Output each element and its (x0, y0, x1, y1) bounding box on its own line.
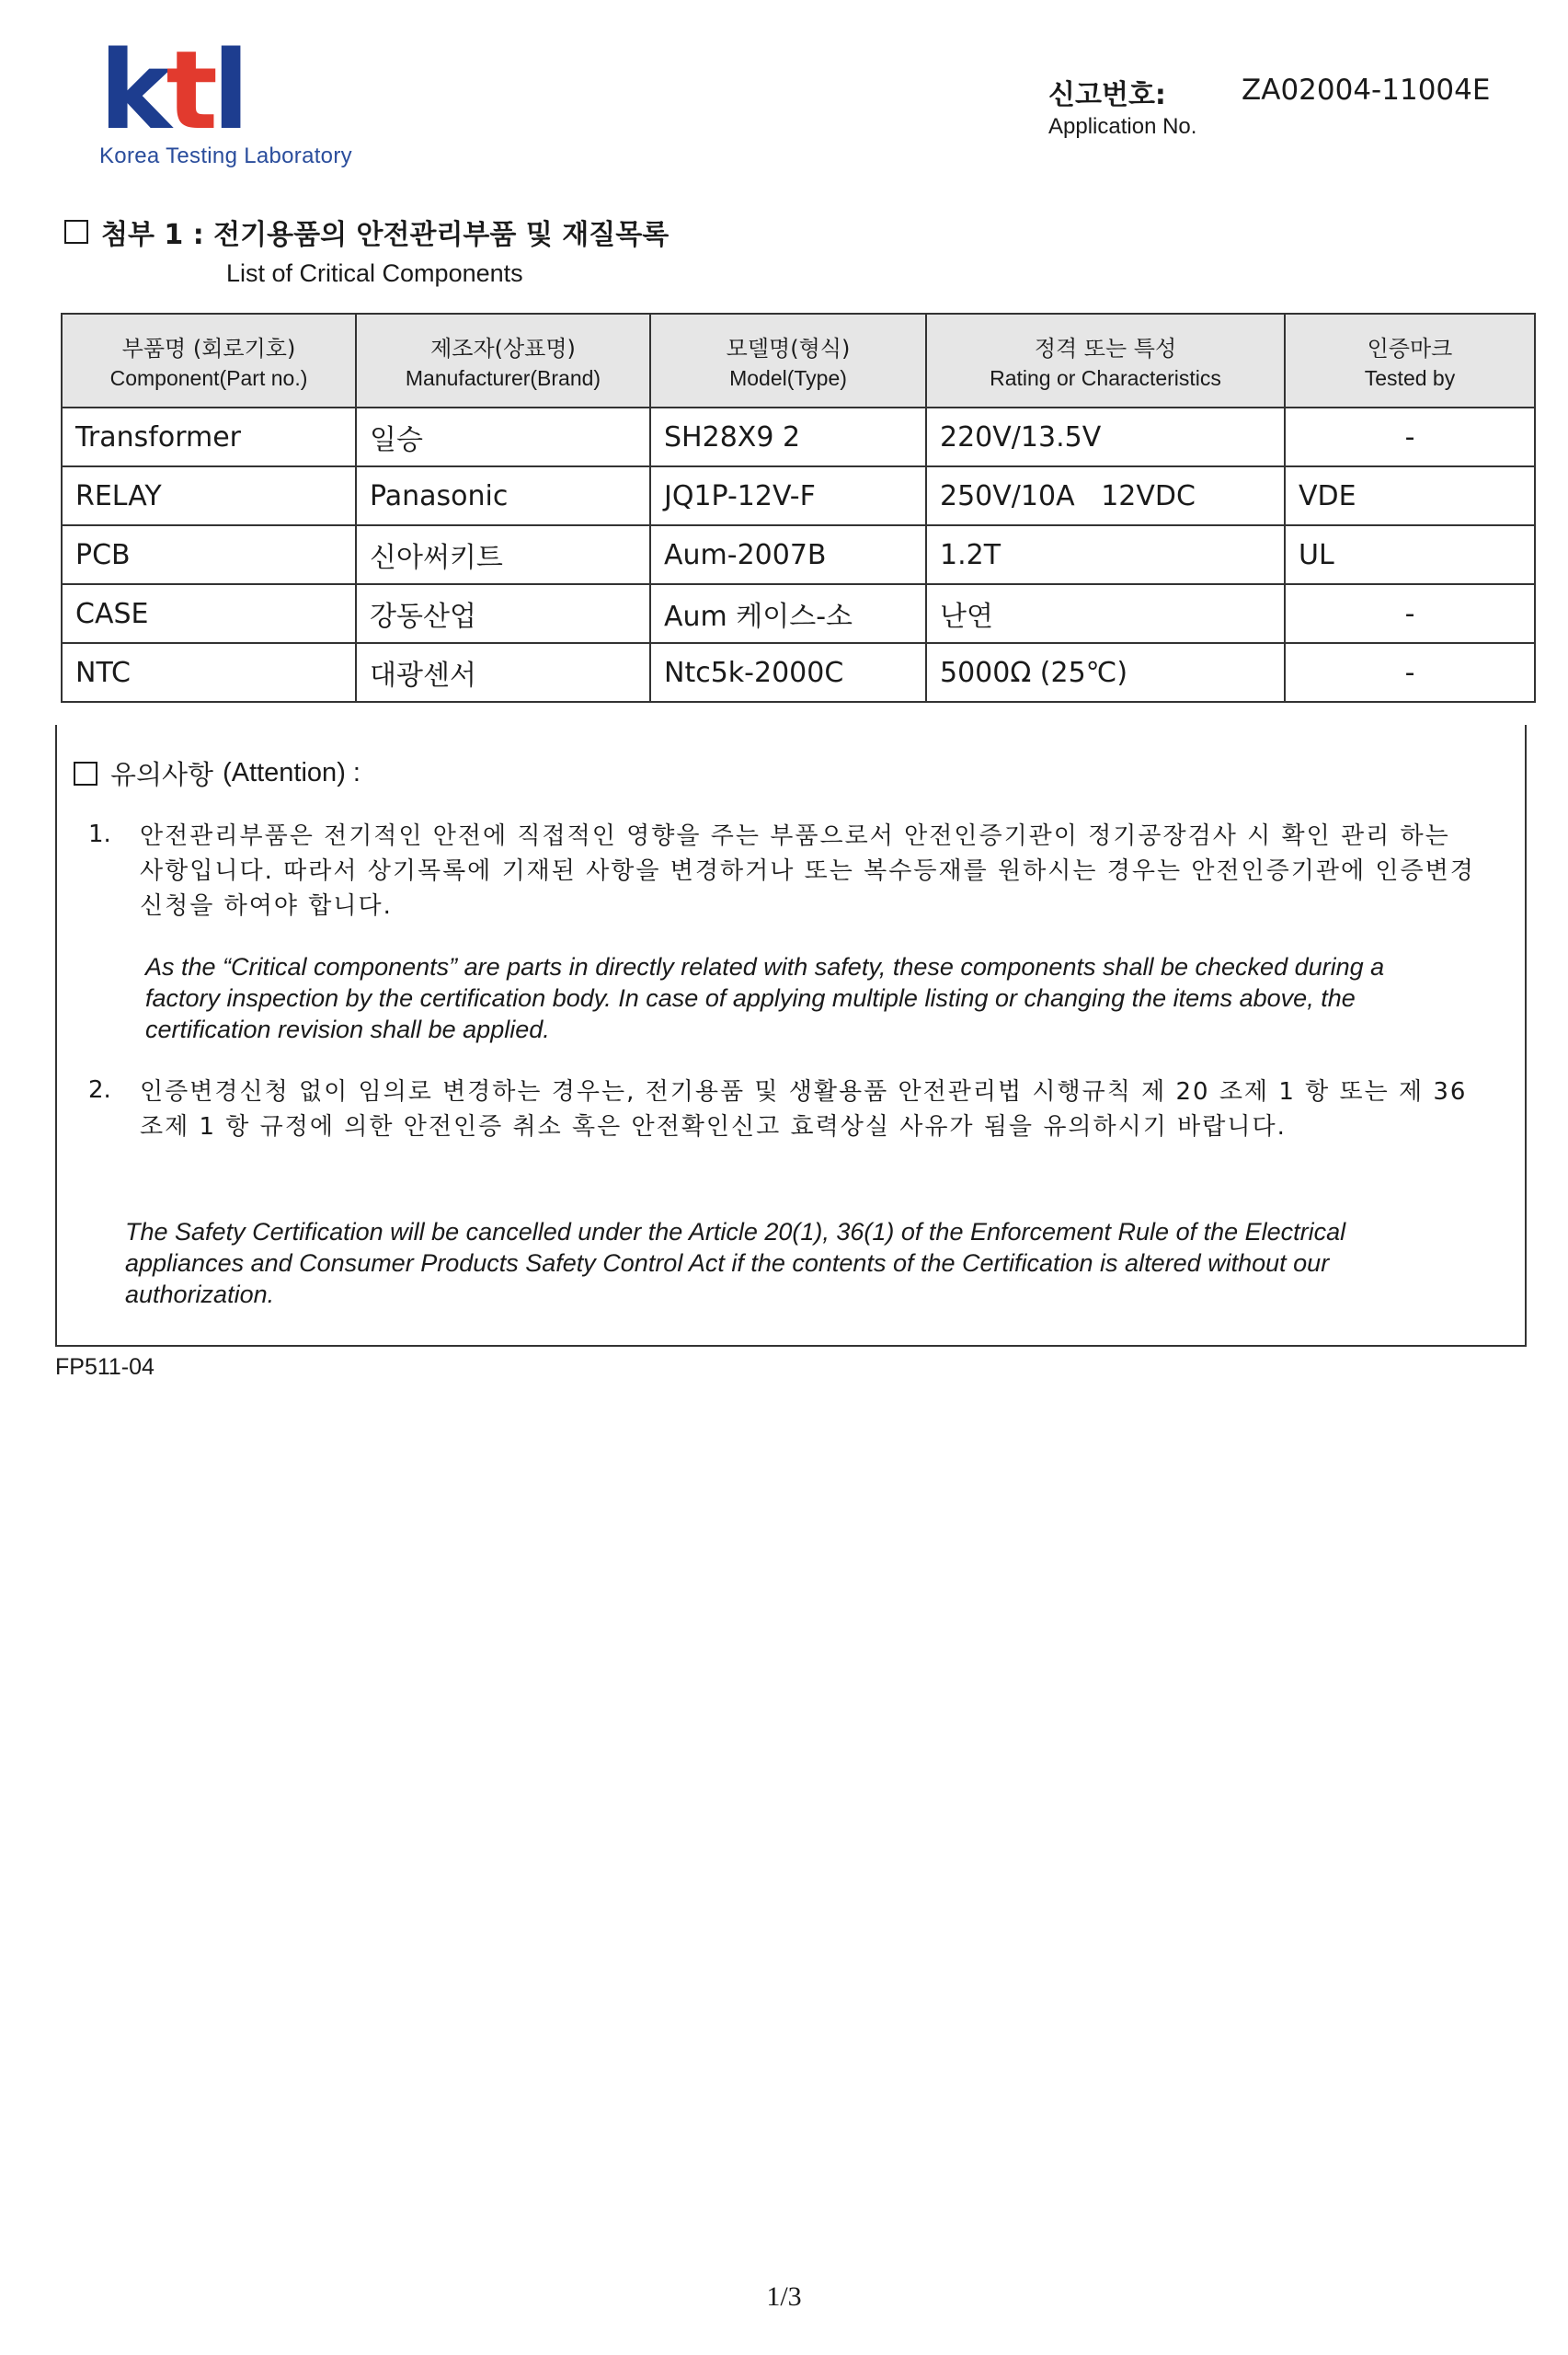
note-2-korean: 인증변경신청 없이 임의로 변경하는 경우는, 전기용품 및 생활용품 안전관리법 시행규칙 제 20 조제 1 항 또는 제 36 조제 1 항 규정에 의한 안전인증 취소 혹은 안전확인신고 효력상실 사유가 됨을 유의하시기 바랍니다. (140, 1078, 1468, 1141)
cell-tested-by: - (1285, 408, 1535, 466)
cell-component: Transformer (62, 408, 356, 466)
section-title-en: List of Critical Components (226, 259, 523, 287)
section-title (64, 212, 669, 288)
table-row (62, 643, 1535, 702)
note-1-number: 1. (88, 821, 111, 848)
form-code: FP511-04 (55, 1354, 155, 1380)
cell-model: Ntc5k-2000C (650, 643, 926, 702)
table-row (62, 525, 1535, 584)
application-number-label-en: Application No. (1048, 114, 1197, 139)
logo-mark: ktl (99, 27, 245, 154)
col-header-rating: 정격 또는 특성 Rating or Characteristics (926, 314, 1285, 408)
checkbox-icon (74, 762, 97, 786)
note-1-korean: 안전관리부품은 전기적인 안전에 직접적인 영향을 주는 부품으로서 안전인증기관이 정기공장검사 시 확인 관리 하는 사항입니다. 따라서 상기목록에 기재된 사항을 변경하거나 또는 복수등재를 원하시는 경우는 안전인증기관에 인증변경신청을 하여야 합니다. (140, 822, 1475, 920)
attention-label-ko: 유의사항 (110, 759, 214, 790)
table-row (62, 466, 1535, 525)
col-header-model: 모델명(형식) Model(Type) (650, 314, 926, 408)
cell-manufacturer: 대광센서 (356, 643, 650, 702)
attention-heading (74, 754, 361, 792)
cell-rating: 250V/10A 12VDC (926, 466, 1285, 525)
cell-tested-by: VDE (1285, 466, 1535, 525)
cell-rating: 1.2T (926, 525, 1285, 584)
section-title-ko: 첨부 1 : 전기용품의 안전관리부품 및 재질목록 (101, 219, 670, 251)
checkbox-icon (64, 220, 88, 244)
col-header-tested-by: 인증마크 Tested by (1285, 314, 1535, 408)
org-name: Korea Testing Laboratory (99, 144, 352, 168)
cell-tested-by: - (1285, 584, 1535, 643)
critical-components-table (61, 313, 1536, 703)
cell-manufacturer: 강동산업 (356, 584, 650, 643)
cell-rating: 5000Ω (25℃) (926, 643, 1285, 702)
ktl-logo (99, 27, 357, 169)
application-number-value: ZA02004-11004E (1242, 74, 1491, 107)
cell-component: RELAY (62, 466, 356, 525)
cell-model: Aum 케이스-소 (650, 584, 926, 643)
cell-tested-by: UL (1285, 525, 1535, 584)
cell-component: NTC (62, 643, 356, 702)
page-number: 1/3 (766, 2281, 802, 2312)
col-header-manufacturer: 제조자(상표명) Manufacturer(Brand) (356, 314, 650, 408)
table-row (62, 584, 1535, 643)
application-number-label (1048, 72, 1196, 140)
cell-component: PCB (62, 525, 356, 584)
cell-rating: 220V/13.5V (926, 408, 1285, 466)
application-number-label-ko: 신고번호: (1048, 79, 1166, 111)
note-1-english: As the “Critical components” are parts in directly related with safety, these components shall be checked during a factory inspection by the certification body. In case of applying multiple listing or changing the items above, the certification revision shall be applied. (145, 953, 1385, 1043)
cell-model: JQ1P-12V-F (650, 466, 926, 525)
cell-rating: 난연 (926, 584, 1285, 643)
cell-model: SH28X9 2 (650, 408, 926, 466)
cell-model: Aum-2007B (650, 525, 926, 584)
attention-label-en: (Attention) : (223, 758, 361, 787)
table-row (62, 408, 1535, 466)
cell-manufacturer: 신아써키트 (356, 525, 650, 584)
cell-component: CASE (62, 584, 356, 643)
note-2-english: The Safety Certification will be cancelled under the Article 20(1), 36(1) of the Enforcement Rule of the Electrical appliances and Consumer Products Safety Control Act if the contents of the Certification is altered without our authorization. (125, 1218, 1346, 1308)
note-2-number: 2. (88, 1076, 111, 1104)
cell-manufacturer: 일승 (356, 408, 650, 466)
cell-tested-by: - (1285, 643, 1535, 702)
cell-manufacturer: Panasonic (356, 466, 650, 525)
table-header-row (62, 314, 1535, 408)
col-header-component: 부품명 (회로기호) Component(Part no.) (62, 314, 356, 408)
